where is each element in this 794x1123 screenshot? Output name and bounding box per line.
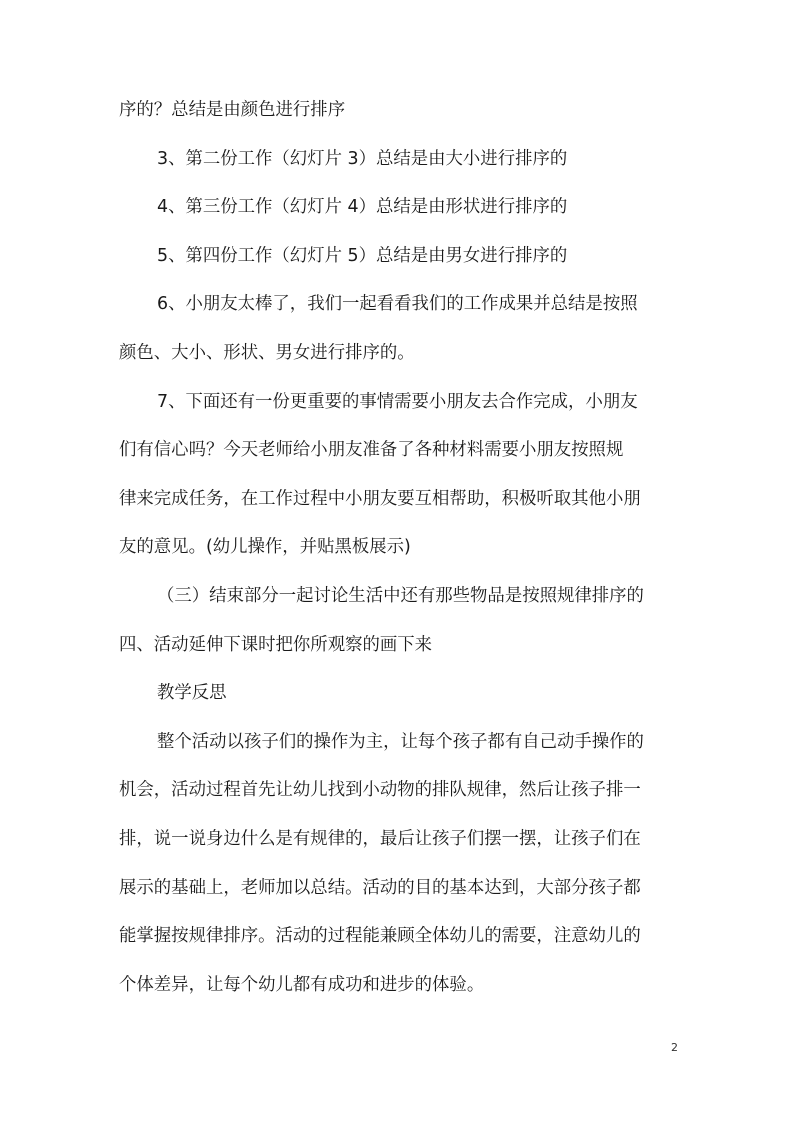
text-line: 排，说一说身边什么是有规律的，最后让孩子们摆一摆，让孩子们在 [119, 828, 641, 849]
text-line: 们有信心吗？今天老师给小朋友准备了各种材料需要小朋友按照规 [119, 440, 624, 461]
document-body [119, 86, 675, 1009]
section-heading: 教学反思 [157, 683, 227, 704]
text-line: 友的意见。(幼儿操作，并贴黑板展示) [119, 537, 411, 558]
text-line: 整个活动以孩子们的操作为主，让每个孩子都有自己动手操作的 [157, 731, 644, 752]
text-line: 颜色、大小、形状、男女进行排序的。 [119, 342, 415, 363]
text-line: 律来完成任务，在工作过程中小朋友要互相帮助，积极听取其他小朋 [119, 488, 641, 509]
text-line: 序的？总结是由颜色进行排序 [119, 100, 346, 120]
text-line: 展示的基础上，老师加以总结。活动的目的基本达到，大部分孩子都 [119, 877, 641, 898]
text-line: 4、第三份工作（幻灯片 4）总结是由形状进行排序的 [157, 197, 568, 218]
text-line: 机会，活动过程首先让幼儿找到小动物的排队规律，然后让孩子排一 [119, 780, 641, 801]
text-line: 7、下面还有一份更重要的事情需要小朋友去合作完成，小朋友 [157, 391, 638, 412]
text-line: 5、第四份工作（幻灯片 5）总结是由男女进行排序的 [157, 245, 568, 266]
text-line: 6、小朋友太棒了，我们一起看看我们的工作成果并总结是按照 [157, 294, 638, 315]
text-line: 3、第二份工作（幻灯片 3）总结是由大小进行排序的 [157, 148, 568, 169]
text-line: 个体差异，让每个幼儿都有成功和进步的体验。 [119, 974, 485, 995]
page-number: 2 [671, 1041, 678, 1054]
text-line: （三）结束部分一起讨论生活中还有那些物品是按照规律排序的 [157, 585, 644, 606]
text-line: 四、活动延伸下课时把你所观察的画下来 [119, 634, 433, 655]
text-line: 能掌握按规律排序。活动的过程能兼顾全体幼儿的需要，注意幼儿的 [119, 926, 641, 947]
